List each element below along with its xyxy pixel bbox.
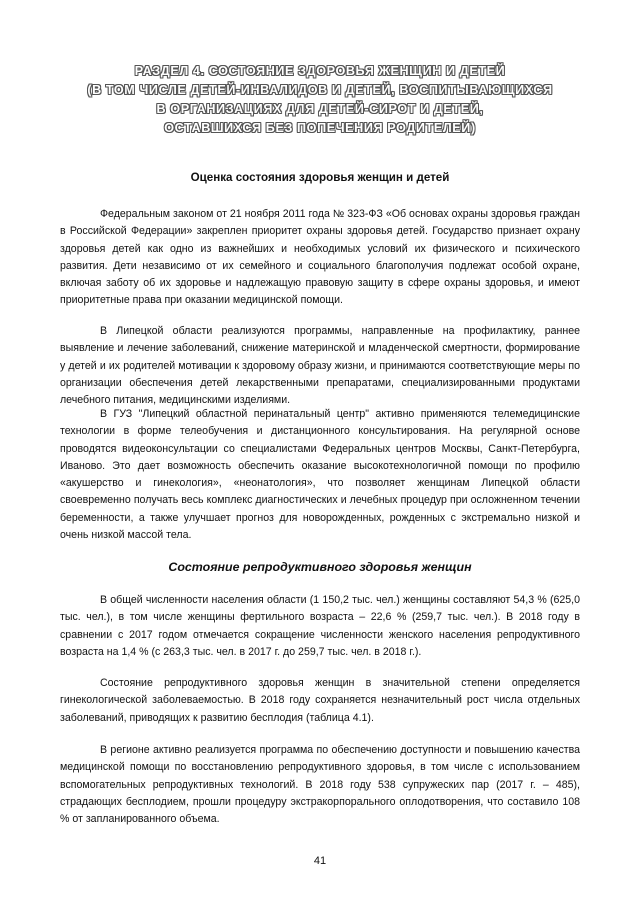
- section-title-line: ОСТАВШИХСЯ БЕЗ ПОПЕЧЕНИЯ РОДИТЕЛЕЙ): [164, 121, 476, 135]
- body-paragraph: В регионе активно реализуется программа по обеспечению доступности и повышению качества медицинской помощи по восстановлению репродуктивного здоровья, в том числе с использованием вспомогательных репродуктивных технологий. В 2018 году 538 супружеских пар (2017 г. – 485), страдающих бесплодием, прошли процедуру экстракорпорального оплодотворения, что составило 108 % от запланированного объема.: [60, 744, 580, 826]
- subsection-heading: Оценка состояния здоровья женщин и детей: [190, 171, 450, 184]
- subsection-heading-italic: Состояние репродуктивного здоровья женщин: [168, 560, 472, 574]
- body-paragraph: Федеральным законом от 21 ноября 2011 года № 323-ФЗ «Об основах охраны здоровья граждан в Российской Федерации» закреплен приоритет охраны здоровья детей. Государство признает охрану здоровья детей как одно из важнейших и необходимых условий их физического и психического развития. Дети независимо от их семейного и социального благополучия подлежат особой охране, включая заботу об их здоровье и надлежащую правовую защиту в сфере охраны здоровья, и имеют приоритетные права при оказании медицинской помощи.: [60, 208, 580, 307]
- body-paragraph: В ГУЗ "Липецкий областной перинатальный центр" активно применяются телемедицинские технологии в форме телеобучения и дистанционного консультирования. На регулярной основе проводятся видеоконсультации со специалистами Федеральных центров Москвы, Санкт-Петербурга, Иваново. Это дает возможность обеспечить оказание высокотехнологичной помощи по профилю «акушерство и гинекология», «неонатология», что позволяет женщинам Липецкой области своевременно получать весь комплекс диагностических и лечебных процедур при осложненном течении беременности, а также улучшает прогноз для новорожденных, рожденных с экстремально низкой и очень низкой массой тела.: [60, 408, 580, 542]
- body-paragraph: В общей численности населения области (1 150,2 тыс. чел.) женщины составляют 54,3 % (625,0 тыс. чел.), в том числе женщины фертильного возраста – 22,6 % (259,7 тыс. чел.). В 2018 году в сравнении с 2017 годом отмечается сокращение численности женского населения репродуктивного возраста на 1,4 % (с 263,3 тыс. чел. в 2017 г. до 259,7 тыс. чел. в 2018 г.).: [60, 594, 580, 658]
- page-number: 41: [313, 855, 327, 867]
- section-title: [60, 62, 580, 138]
- section-title-line: РАЗДЕЛ 4. СОСТОЯНИЕ ЗДОРОВЬЯ ЖЕНЩИН И ДЕТЕЙ: [134, 64, 506, 78]
- body-paragraph: Состояние репродуктивного здоровья женщин в значительной степени определяется гинекологической заболеваемостью. В 2018 году сохраняется незначительный рост числа отдельных заболеваний, приводящих к развитию бесплодия (таблица 4.1).: [60, 677, 580, 724]
- body-paragraph: В Липецкой области реализуются программы, направленные на профилактику, раннее выявление и лечение заболеваний, снижение материнской и младенческой смертности, формирование у детей и их родителей мотивации к здоровому образу жизни, и принимаются соответствующие меры по организации обеспечения детей лекарственными препаратами, специализированными продуктами лечебного питания, медицинскими изделиями.: [60, 325, 580, 407]
- section-title-line: (В ТОМ ЧИСЛЕ ДЕТЕЙ-ИНВАЛИДОВ И ДЕТЕЙ, ВОСПИТЫВАЮЩИХСЯ: [87, 83, 553, 97]
- section-title-line: В ОРГАНИЗАЦИЯХ ДЛЯ ДЕТЕЙ-СИРОТ И ДЕТЕЙ,: [156, 102, 484, 116]
